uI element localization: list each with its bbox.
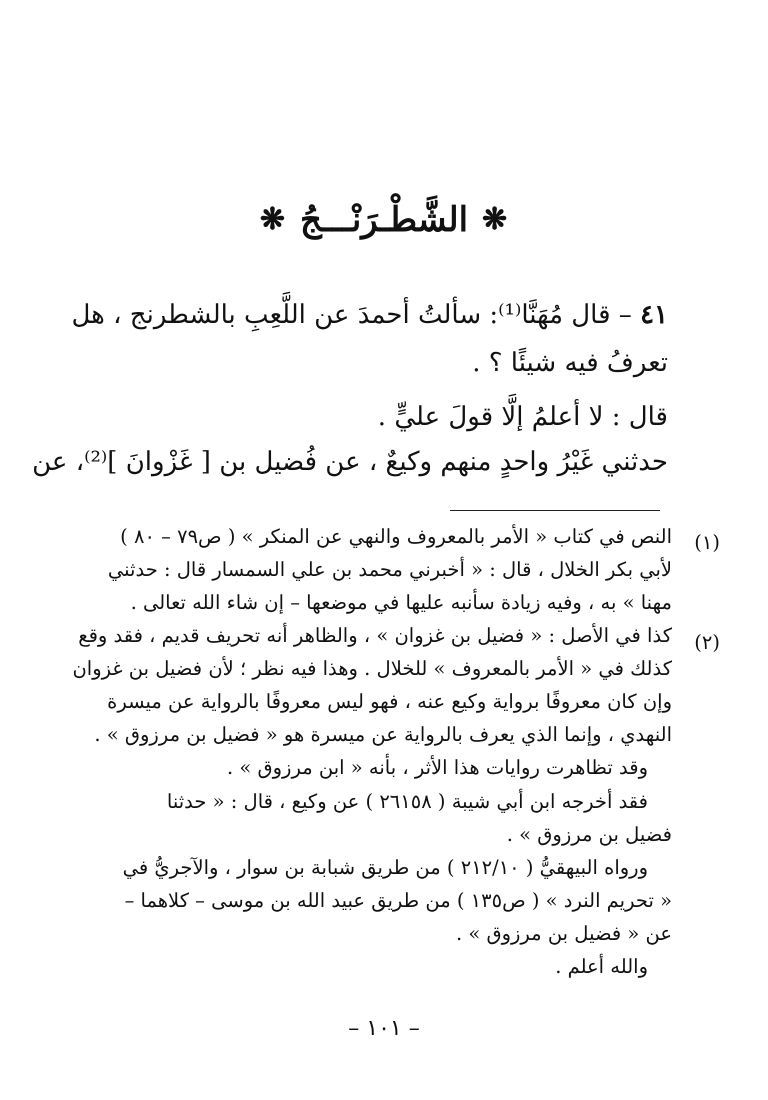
footnote-line: « تحريم النرد » ( ص١٣٥ ) من طريق عبيد الله بن موسى – كلاهما – <box>124 889 672 912</box>
chapter-heading <box>0 200 768 240</box>
ornament-star-icon: ❋ <box>482 202 509 237</box>
main-line-1 <box>71 300 668 330</box>
footnote-1-number: (١) <box>694 531 720 554</box>
entry-number: ٤١ <box>640 300 668 330</box>
main-line-1-text: – قال مُهَنَّا⁽¹⁾: سألتُ أحمدَ عن اللَّعِبِ بالشطرنج ، هل <box>71 300 632 330</box>
footnote-line: كذا في الأصل : « فضيل بن غزوان » ، والظاهر أنه تحريف قديم ، فقد وقع <box>78 624 672 647</box>
footnote-line: لأبي بكر الخلال ، قال : « أخبرني محمد بن علي السمسار قال : حدثني <box>107 558 672 581</box>
footnote-divider <box>450 510 660 511</box>
main-line-2: تعرفُ فيه شيئًا ؟ . <box>472 348 668 378</box>
footnote-line: ورواه البيهقيُّ ( ٢١٢/١٠ ) من طريق شبابة بن سوار ، والآجريُّ في <box>122 856 648 879</box>
chapter-title: الشَّطْـرَنْـــجُ <box>299 200 469 240</box>
footnote-line: فقد أخرجه ابن أبي شيبة ( ٢٦١٥٨ ) عن وكيع ، قال : « حدثنا <box>166 790 648 813</box>
footnote-line: وإن كان معروفًا برواية وكيع عنه ، فهو ليس معروفًا بالرواية عن ميسرة <box>107 690 672 713</box>
footnote-line: كذلك في « الأمر بالمعروف » للخلال . وهذا فيه نظر ؛ لأن فضيل بن غزوان <box>72 657 672 680</box>
ornament-star-icon: ❋ <box>259 202 286 237</box>
main-line-4: حدثني غَيْرُ واحدٍ منهم وكيعٌ ، عن فُضيل بن [ غَزْوانَ ]⁽²⁾، عن <box>32 447 668 477</box>
footnote-line: النص في كتاب « الأمر بالمعروف والنهي عن المنكر » ( ص٧٩ – ٨٠ ) <box>120 525 672 548</box>
footnote-2-number: (٢) <box>694 631 720 654</box>
main-line-3: قال : لا أعلمُ إلَّا قولَ عليٍّ . <box>377 402 668 432</box>
page-number: – ١٠١ – <box>348 1016 420 1041</box>
footnote-line: والله أعلم . <box>555 955 648 978</box>
footnote-line: فضيل بن مرزوق » . <box>506 823 672 846</box>
footnote-line: وقد تظاهرت روايات هذا الأثر ، بأنه « ابن مرزوق » . <box>226 756 648 779</box>
footnote-line: عن « فضيل بن مرزوق » . <box>455 922 672 945</box>
footnote-line: مهنا » به ، وفيه زيادة سأنبه عليها في موضعها – إن شاء الله تعالى . <box>130 591 672 614</box>
footnote-line: النهدي ، وإنما الذي يعرف بالرواية عن ميسرة هو « فضيل بن مرزوق » . <box>94 723 672 746</box>
